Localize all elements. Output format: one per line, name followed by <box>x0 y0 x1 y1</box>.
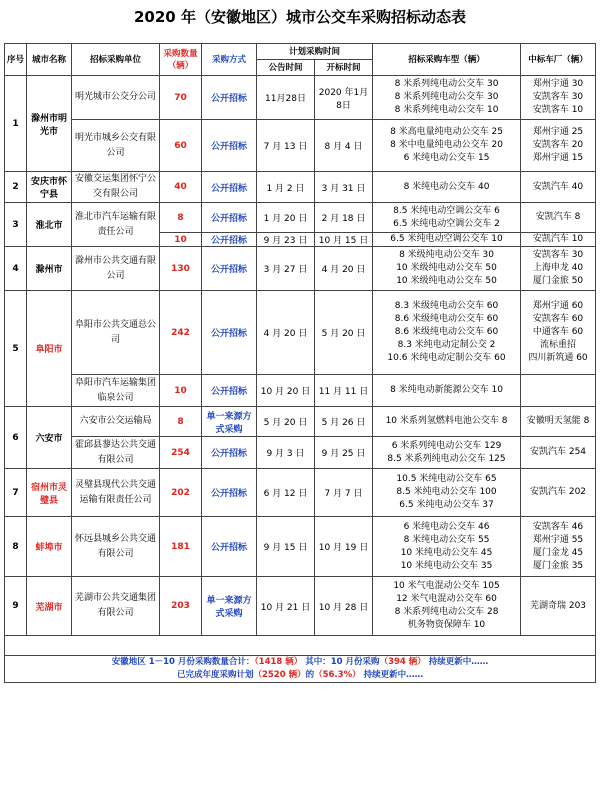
models-cell <box>373 469 521 517</box>
open-date: 4 月 20 日 <box>315 247 373 291</box>
page-title: 2020 年（安徽地区）城市公交车采购招标动态表 <box>134 8 466 26</box>
method: 公开招标 <box>202 76 257 120</box>
models-cell <box>373 517 521 577</box>
table-row <box>5 172 596 203</box>
procurement-unit: 灵璧县现代公共交通运输有限责任公司 <box>72 469 160 517</box>
winner-item: 厦门金旅 50 <box>532 276 584 286</box>
model-item: 10 米气电混动公交车 105 <box>393 581 500 591</box>
table-row <box>5 291 596 375</box>
model-item: 8 米级纯电动公交车 30 <box>399 250 494 260</box>
city-name: 蚌埠市 <box>27 517 72 577</box>
method: 单一来源方式采购 <box>202 407 257 437</box>
quantity: 10 <box>160 233 202 247</box>
quantity: 10 <box>160 375 202 407</box>
city-name: 淮北市 <box>27 203 72 247</box>
announce-date: 1 月 20 日 <box>257 203 315 233</box>
city-name: 安庆市怀宁县 <box>27 172 72 203</box>
models-cell <box>373 407 521 437</box>
model-item: 8.6 米级纯电动公交车 60 <box>394 327 499 337</box>
method: 公开招标 <box>202 291 257 375</box>
winner-item: 中通客车 60 <box>532 327 584 337</box>
model-item: 6.5 米纯电动公交车 37 <box>399 500 494 510</box>
winner-item: 郑州宇通 55 <box>532 534 584 545</box>
table-row <box>5 517 596 577</box>
winners-cell <box>521 437 596 469</box>
quantity: 8 <box>160 203 202 233</box>
quantity: 242 <box>160 291 202 375</box>
row-number: 3 <box>5 203 27 247</box>
method: 公开招标 <box>202 517 257 577</box>
announce-date: 10 月 20 日 <box>257 375 315 407</box>
model-item: 8.5 米系列纯电动公交车 125 <box>387 453 506 464</box>
row-number: 7 <box>5 469 27 517</box>
table-row <box>5 76 596 120</box>
models-cell <box>373 291 521 375</box>
city-name: 芜湖市 <box>27 577 72 636</box>
open-date: 5 月 20 日 <box>315 291 373 375</box>
city-name: 宿州市灵璧县 <box>27 469 72 517</box>
header-plan: 计划采购时间 <box>257 44 373 60</box>
open-date: 3 月 31 日 <box>315 172 373 203</box>
model-item: 10.5 米纯电动公交车 65 <box>396 474 497 484</box>
method: 单一来源方式采购 <box>202 577 257 636</box>
winner-item: 安凯客车 46 <box>532 521 584 532</box>
model-item: 10 米系列氢燃料电池公交车 8 <box>385 416 508 426</box>
model-item: 10 米级纯电动公交车 50 <box>396 276 497 286</box>
model-item: 8.3 米级纯电动公交车 60 <box>394 301 499 311</box>
model-item: 10 米纯电动公交车 35 <box>400 560 493 571</box>
model-item: 8 米高电量纯电动公交车 25 <box>390 127 503 137</box>
method: 公开招标 <box>202 437 257 469</box>
table-row <box>5 120 596 172</box>
model-item: 8 米系列纯电动公交车 30 <box>394 92 499 102</box>
header-winners: 中标车厂（辆） <box>521 44 596 76</box>
winners-cell <box>521 407 596 437</box>
winner-item: 流标重招 <box>540 340 577 350</box>
model-item: 6 米系列纯电动公交车 129 <box>391 440 502 451</box>
row-number: 1 <box>5 76 27 172</box>
models-cell <box>373 247 521 291</box>
model-item: 8 米系列纯电动公交车 10 <box>394 105 499 115</box>
winner-item: 安凯汽车 8 <box>535 212 581 222</box>
winner-item: 安凯客车 30 <box>532 250 584 260</box>
winner-item: 安凯客车 20 <box>532 140 584 150</box>
model-item: 12 米气电混动公交车 60 <box>396 594 497 604</box>
method: 公开招标 <box>202 247 257 291</box>
plan-of: 的 <box>305 670 315 680</box>
open-date: 10 月 28 日 <box>315 577 373 636</box>
procurement-unit: 阜阳市公共交通总公司 <box>72 291 160 375</box>
method: 公开招标 <box>202 375 257 407</box>
table-row <box>5 375 596 407</box>
row-number: 8 <box>5 517 27 577</box>
table-row <box>5 247 596 291</box>
model-item: 8 米纯电动公交车 40 <box>403 181 490 192</box>
winner-item: 安凯汽车 10 <box>532 234 584 244</box>
quantity: 60 <box>160 120 202 172</box>
announce-date: 7 月 13 日 <box>257 120 315 172</box>
winners-cell <box>521 233 596 247</box>
quantity: 40 <box>160 172 202 203</box>
header-method: 采购方式 <box>202 44 257 76</box>
october-label: 其中：10 月份采购 <box>305 657 380 667</box>
quantity: 202 <box>160 469 202 517</box>
winners-cell <box>521 120 596 172</box>
procurement-unit: 怀远县城乡公共交通有限公司 <box>72 517 160 577</box>
winner-item: 厦门金龙 45 <box>532 547 584 558</box>
city-name: 滁州市明光市 <box>27 76 72 172</box>
models-cell <box>373 120 521 172</box>
quantity: 130 <box>160 247 202 291</box>
model-item: 8.3 米纯电动定制公交 2 <box>397 340 496 350</box>
table-row <box>5 469 596 517</box>
winner-item: 四川新筑通 60 <box>528 353 588 363</box>
winner-item: 安凯汽车 202 <box>529 487 587 497</box>
winner-item: 郑州宇通 30 <box>532 79 584 89</box>
models-cell <box>373 233 521 247</box>
open-date: 7 月 7 日 <box>315 469 373 517</box>
procurement-unit: 芜湖市公共交通集团有限公司 <box>72 577 160 636</box>
winners-cell <box>521 76 596 120</box>
updating-note-2: 持续更新中…… <box>363 670 424 680</box>
city-name: 六安市 <box>27 407 72 469</box>
quantity: 254 <box>160 437 202 469</box>
method: 公开招标 <box>202 120 257 172</box>
open-date: 2 月 18 日 <box>315 203 373 233</box>
model-item: 10.6 米纯电动定制公交车 60 <box>387 353 506 363</box>
quantity: 70 <box>160 76 202 120</box>
header-no: 序号 <box>5 44 27 76</box>
winners-cell <box>521 375 596 407</box>
method: 公开招标 <box>202 203 257 233</box>
announce-date: 6 月 12 日 <box>257 469 315 517</box>
announce-date: 9 月 23 日 <box>257 233 315 247</box>
winner-item: 安凯客车 10 <box>532 105 584 115</box>
procurement-unit: 明光城市公交分公司 <box>72 76 160 120</box>
model-item: 机务物资保障车 10 <box>407 620 486 630</box>
method: 公开招标 <box>202 233 257 247</box>
winner-item: 厦门金旅 35 <box>532 560 584 571</box>
winner-item: 安凯客车 30 <box>532 92 584 102</box>
model-item: 6.5 米纯电动空调公交车 2 <box>393 218 500 229</box>
models-cell <box>373 172 521 203</box>
summary-line-1 <box>5 656 596 683</box>
quantity: 203 <box>160 577 202 636</box>
models-cell <box>373 203 521 233</box>
method: 公开招标 <box>202 469 257 517</box>
summary-label: 安徽地区 1－10 月份采购数量合计： <box>111 657 255 667</box>
announce-date: 10 月 21 日 <box>257 577 315 636</box>
row-number: 5 <box>5 291 27 407</box>
open-date: 8 月 4 日 <box>315 120 373 172</box>
open-date: 10 月 19 日 <box>315 517 373 577</box>
model-item: 8 米纯电动公交车 55 <box>403 534 490 545</box>
quantity: 8 <box>160 407 202 437</box>
model-item: 10 米纯电动公交车 45 <box>400 547 493 558</box>
announce-date: 9 月 3 日 <box>257 437 315 469</box>
table-row <box>5 577 596 636</box>
procurement-unit: 明光市城乡公交有限公司 <box>72 120 160 172</box>
announce-date: 9 月 15 日 <box>257 517 315 577</box>
model-item: 6 米纯电动公交车 15 <box>403 153 490 163</box>
models-cell <box>373 577 521 636</box>
procurement-unit: 淮北市汽车运输有限责任公司 <box>72 203 160 247</box>
procurement-unit: 霍邱县蓼达公共交通有限公司 <box>72 437 160 469</box>
total-count: （1418 辆） <box>254 657 303 667</box>
header-unit: 招标采购单位 <box>72 44 160 76</box>
winner-item: 安凯汽车 40 <box>532 181 584 192</box>
header-city: 城市名称 <box>27 44 72 76</box>
plan-label: 已完成年度采购计划 <box>176 670 254 680</box>
model-item: 6.5 米纯电动空调公交车 10 <box>390 234 503 244</box>
announce-date: 11月28日 <box>257 76 315 120</box>
open-date: 5 月 26 日 <box>315 407 373 437</box>
quantity: 181 <box>160 517 202 577</box>
winners-cell <box>521 247 596 291</box>
plan-count: （2520 辆） <box>253 670 306 680</box>
model-item: 8.5 米纯电动空调公交车 6 <box>393 205 500 216</box>
winner-item: 郑州宇通 25 <box>532 127 584 137</box>
table-row <box>5 407 596 437</box>
winners-cell <box>521 203 596 233</box>
procurement-unit: 安徽交运集团怀宁公交有限公司 <box>72 172 160 203</box>
procurement-unit: 阜阳市汽车运输集团临泉公司 <box>72 375 160 407</box>
table-row <box>5 437 596 469</box>
model-item: 8.6 米级纯电动公交车 60 <box>394 314 499 324</box>
announce-date: 1 月 2 日 <box>257 172 315 203</box>
model-item: 6 米纯电动公交车 46 <box>403 521 490 532</box>
procurement-table <box>4 43 596 683</box>
winner-item: 芜湖奇瑞 203 <box>529 600 587 611</box>
model-item: 8 米系列纯电动公交车 28 <box>394 607 499 617</box>
open-date: 9 月 25 日 <box>315 437 373 469</box>
procurement-unit: 滁州市公共交通有限公司 <box>72 247 160 291</box>
winner-item: 安凯客车 60 <box>532 314 584 324</box>
open-date: 2020 年1月8日 <box>315 76 373 120</box>
winner-item: 郑州宇通 60 <box>532 301 584 311</box>
row-number: 2 <box>5 172 27 203</box>
model-item: 8 米纯电动新能源公交车 10 <box>390 385 503 395</box>
winners-cell <box>521 517 596 577</box>
winners-cell <box>521 469 596 517</box>
model-item: 8 米系列纯电动公交车 30 <box>394 79 499 89</box>
announce-date: 4 月 20 日 <box>257 291 315 375</box>
announce-date: 5 月 20 日 <box>257 407 315 437</box>
city-name: 滁州市 <box>27 247 72 291</box>
procurement-unit: 六安市公交运输局 <box>72 407 160 437</box>
updating-note: 持续更新中…… <box>428 657 489 667</box>
model-item: 8.5 米纯电动公交车 100 <box>396 487 497 497</box>
header-qty: 采购数量（辆） <box>160 44 202 76</box>
model-item: 8 米中电量纯电动公交车 20 <box>390 140 503 150</box>
method: 公开招标 <box>202 172 257 203</box>
header-models: 招标采购车型（辆） <box>373 44 521 76</box>
header-announce: 公告时间 <box>257 60 315 76</box>
winners-cell <box>521 577 596 636</box>
models-cell <box>373 76 521 120</box>
row-number: 4 <box>5 247 27 291</box>
header-open: 开标时间 <box>315 60 373 76</box>
winner-item: 安凯汽车 254 <box>529 447 587 457</box>
models-cell <box>373 437 521 469</box>
row-number: 9 <box>5 577 27 636</box>
winners-cell <box>521 172 596 203</box>
row-number: 6 <box>5 407 27 469</box>
models-cell <box>373 375 521 407</box>
model-item: 10 米级纯电动公交车 50 <box>396 263 497 273</box>
october-count: （394 辆） <box>379 657 426 667</box>
plan-percent: （56.3%） <box>314 670 361 680</box>
winner-item: 上海申龙 40 <box>532 263 584 273</box>
winner-item: 郑州宇通 15 <box>532 153 584 163</box>
empty-row <box>5 636 596 656</box>
table-row <box>5 203 596 233</box>
city-name: 阜阳市 <box>27 291 72 407</box>
open-date: 11 月 11 日 <box>315 375 373 407</box>
winner-item: 安徽明天氢能 8 <box>526 416 590 426</box>
announce-date: 3 月 27 日 <box>257 247 315 291</box>
winners-cell <box>521 291 596 375</box>
open-date: 10 月 15 日 <box>315 233 373 247</box>
